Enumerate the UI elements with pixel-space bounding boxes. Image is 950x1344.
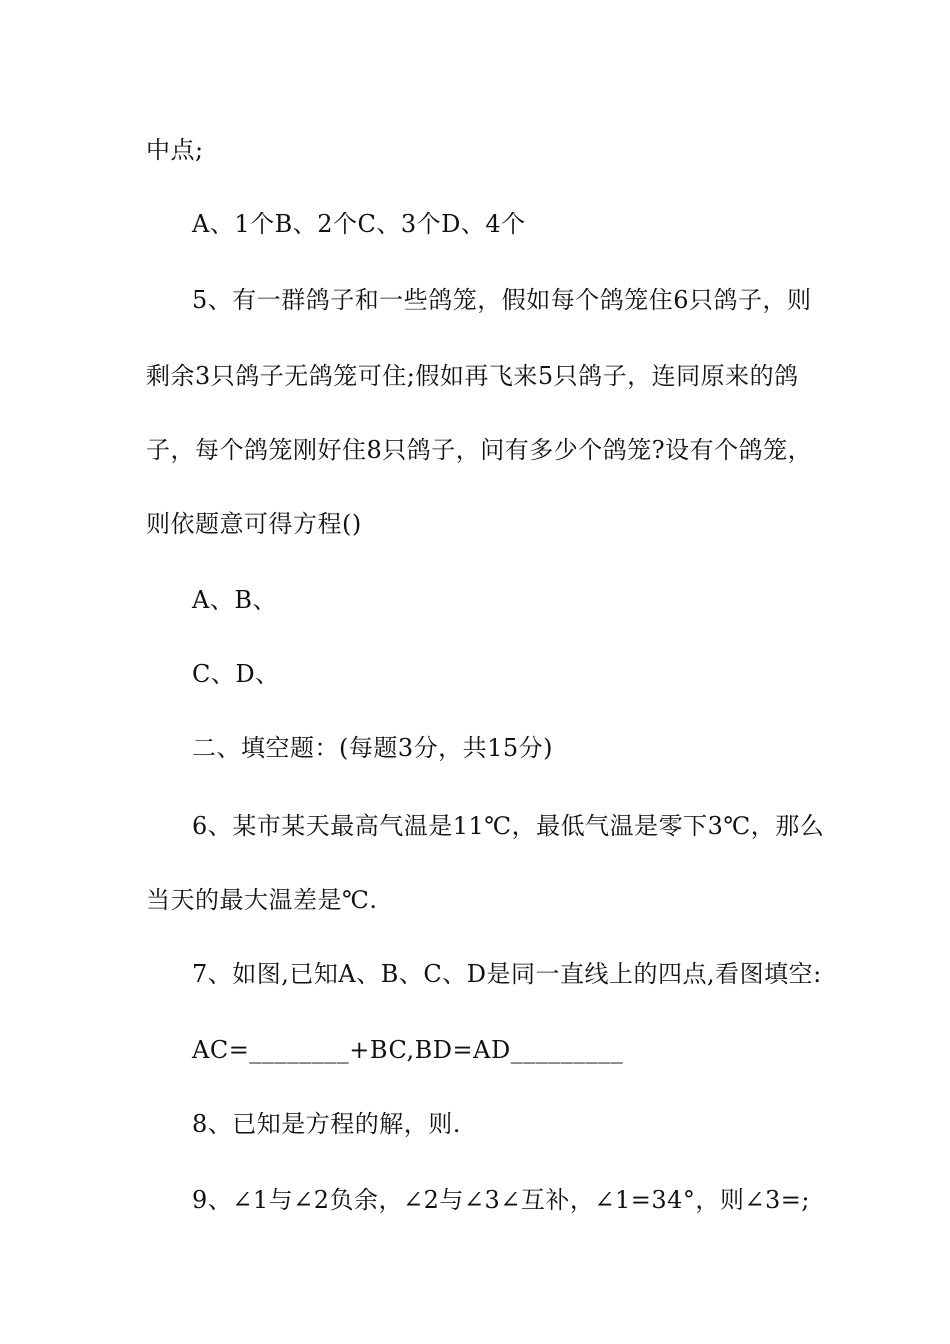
q5-text-line-2: 剩余3只鸽子无鸽笼可住;假如再飞来5只鸽子，连同原来的鸽 [146,362,799,390]
q9-text: 9、∠1与∠2负余，∠2与∠3∠互补，∠1=34°，则∠3=; [192,1186,810,1214]
text-line-midpoint: 中点; [146,136,204,164]
q8-text: 8、已知是方程的解，则. [192,1110,461,1138]
q7-text-line-1: 7、如图,已知A、B、C、D是同一直线上的四点,看图填空: [192,960,822,988]
q4-options: A、1个B、2个C、3个D、4个 [192,210,526,238]
q7-text-line-2: AC=________+BC,BD=AD_________ [192,1036,624,1064]
q5-text-line-4: 则依题意可得方程() [146,510,362,538]
q5-options-ab: A、B、 [192,586,277,614]
q6-text-line-1: 6、某市某天最高气温是11℃，最低气温是零下3℃，那么 [192,812,825,840]
q5-text-line-3: 子，每个鸽笼刚好住8只鸽子，问有多少个鸽笼?设有个鸽笼， [146,436,813,464]
q5-options-cd: C、D、 [192,660,280,688]
q6-text-line-2: 当天的最大温差是℃. [146,886,378,914]
q5-text-line-1: 5、有一群鸽子和一些鸽笼，假如每个鸽笼住6只鸽子，则 [192,286,812,314]
section-heading-fill-in: 二、填空题：(每题3分，共15分) [192,734,554,762]
